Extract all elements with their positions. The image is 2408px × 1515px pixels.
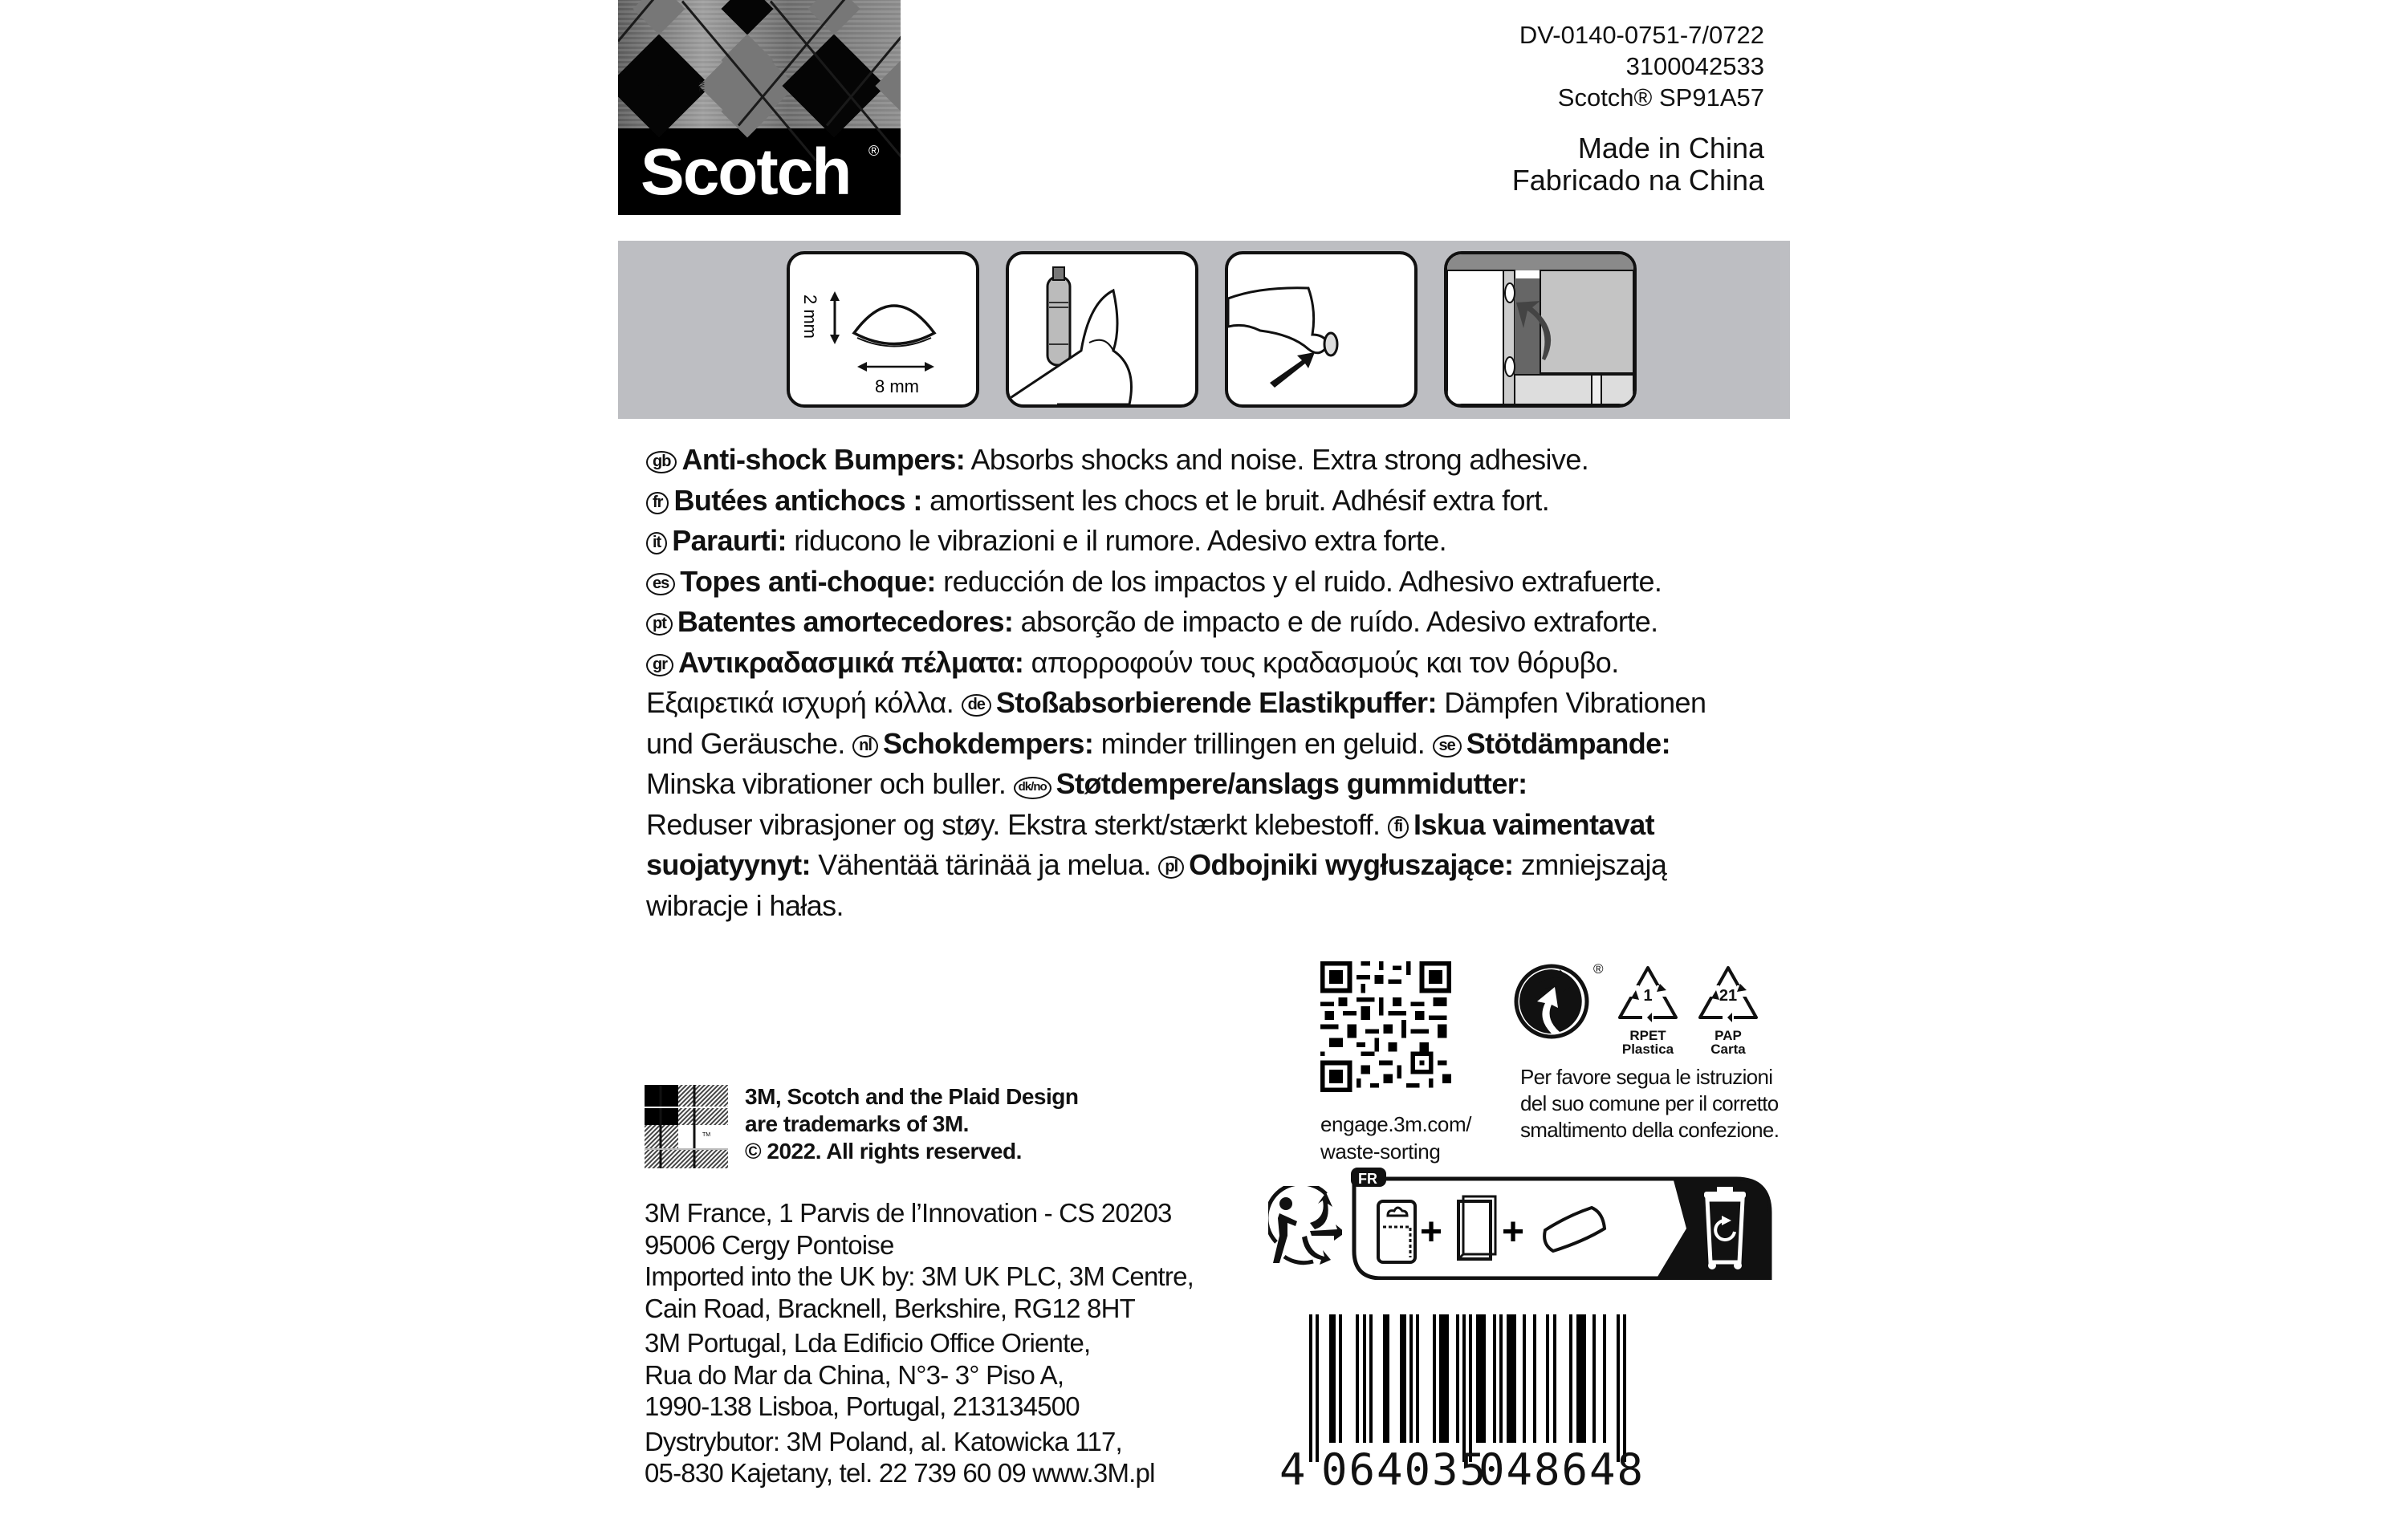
cabinet-door-bumper-icon [1444, 251, 1637, 408]
qr-code[interactable] [1320, 961, 1451, 1092]
address-poland: Dystrybutor: 3M Poland, al. Katowicka 117, 05-830 Kajetany, tel. 22 739 60 09 www.3M.pl [645, 1426, 1155, 1488]
lang-badge-dk-no: dk/no [1014, 777, 1051, 799]
disposal-note-it: Per favore segua le istruzioni del suo comune per il corretto smaltimento della confezione. [1520, 1065, 1780, 1142]
description-flow-line-3: Minska vibrationer och buller. dk/no Støtdempere/anslags gummidutter: [646, 767, 1527, 800]
svg-text:TM: TM [702, 1132, 711, 1138]
address-uk: Imported into the UK by: 3M UK PLC, 3M Centre, Cain Road, Bracknell, Berkshire, RG12 8HT [645, 1261, 1194, 1323]
lang-badge-fr: fr [646, 492, 669, 514]
product-codes [1519, 19, 1764, 113]
company-addresses [645, 1197, 1194, 1489]
green-dot-registered-mark: ® [1593, 961, 1604, 977]
product-code: Scotch® SP91A57 [1557, 83, 1764, 112]
lang-badge-pt: pt [646, 613, 673, 636]
waste-sorting-link[interactable]: engage.3m.com/ waste-sorting [1320, 1112, 1472, 1164]
press-bumper-icon [1225, 251, 1418, 408]
barcode-digits: 4 064035 048648 [1279, 1444, 1645, 1495]
sorting-instructions-box [1351, 1168, 1774, 1280]
recycling-code-rpet: 1 RPET Plastica [1613, 963, 1682, 1031]
triman-icon [1268, 1186, 1342, 1266]
address-france: 3M France, 1 Parvis de l’Innovation - CS 20203 95006 Cergy Pontoise [645, 1198, 1172, 1260]
item-number: 3100042533 [1625, 52, 1764, 80]
lang-badge-gr: gr [646, 654, 673, 676]
country-of-origin [1512, 132, 1764, 197]
svg-text:2 mm: 2 mm [800, 294, 820, 339]
lang-badge-es: es [646, 573, 675, 595]
logo-registered-mark: ® [868, 143, 880, 159]
document-code: DV-0140-0751-7/0722 [1519, 21, 1764, 49]
description-fr: fr Butées antichocs : amortissent les chocs et le bruit. Adhésif extra fort. [646, 481, 1786, 522]
description-flow-line-2: und Geräusche. nl Schokdempers: minder trillingen en geluid. se Stötdämpande: [646, 726, 1670, 760]
logo-tm-mark: TM [698, 81, 706, 92]
recycling-code-pap: 21 PAP Carta [1694, 963, 1763, 1031]
trademark-notice: 3M, Scotch and the Plaid Design are trademarks of 3M. © 2022. All rights reserved. [745, 1084, 1079, 1164]
description-flow-line-6: wibracje i hałas. [646, 888, 844, 922]
plaid-pattern [618, 0, 901, 128]
blister-icon [1458, 1196, 1495, 1259]
lang-badge-pl: pl [1158, 856, 1184, 879]
description-pt: pt Batentes amortecedores: absorção de impacto e de ruído. Adesivo extraforte. [646, 602, 1786, 643]
scotch-logo [618, 0, 901, 215]
lang-badge-se: se [1433, 735, 1462, 758]
card-icon [1378, 1201, 1415, 1262]
clean-surface-icon [1006, 251, 1198, 408]
description-es: es Topes anti-choque: reducción de los impactos y el ruido. Adhesivo extrafuerte. [646, 562, 1786, 603]
lang-badge-gb: gb [646, 451, 677, 473]
product-descriptions [646, 440, 1786, 926]
lang-badge-nl: nl [852, 735, 878, 758]
logo-wordmark: Scotch [641, 136, 851, 209]
bumper-dimensions-icon [787, 251, 979, 408]
plus-sign: + [1420, 1211, 1443, 1253]
description-flow-line-4: Reduser vibrasjoner og støy. Ekstra sterkt/stærkt klebestoff. fi Iskua vaimentavat [646, 807, 1655, 841]
country-tag-fr: FR [1358, 1171, 1377, 1187]
lang-badge-fi: fi [1388, 816, 1409, 839]
instructions-band [618, 241, 1790, 419]
address-portugal: 3M Portugal, Lda Edificio Office Oriente, Rua do Mar da China, N°3- 3° Piso A, 1990-138 Lisboa, Portugal, 213134500 [645, 1328, 1091, 1421]
description-gb: gb Anti-shock Bumpers: Absorbs shocks and noise. Extra strong adhesive. [646, 440, 1786, 481]
plaid-trademark-icon [645, 1085, 728, 1168]
green-dot-icon [1513, 963, 1590, 1040]
svg-text:8 mm: 8 mm [875, 376, 919, 396]
lang-badge-it: it [646, 532, 667, 554]
description-flow-line-1: Εξαιρετικά ισχυρή κόλλα. de Stoßabsorbierende Elastikpuffer: Dämpfen Vibrationen [646, 686, 1706, 719]
made-in-en: Made in China [1577, 132, 1764, 164]
description-it: it Paraurti: riducono le vibrazioni e il rumore. Adesivo extra forte. [646, 521, 1786, 562]
made-in-pt: Fabricado na China [1511, 164, 1764, 197]
lang-badge-de: de [962, 694, 991, 717]
plus-sign: + [1502, 1211, 1525, 1253]
description-gr: gr Αντικραδασμικά πέλματα: απορροφούν τους κραδασμούς και τον θόρυβο. [646, 643, 1786, 684]
description-flow-line-5: suojatyynyt: Vähentää tärinää ja melua. pl Odbojniki wygłuszające: zmniejszają [646, 848, 1667, 881]
